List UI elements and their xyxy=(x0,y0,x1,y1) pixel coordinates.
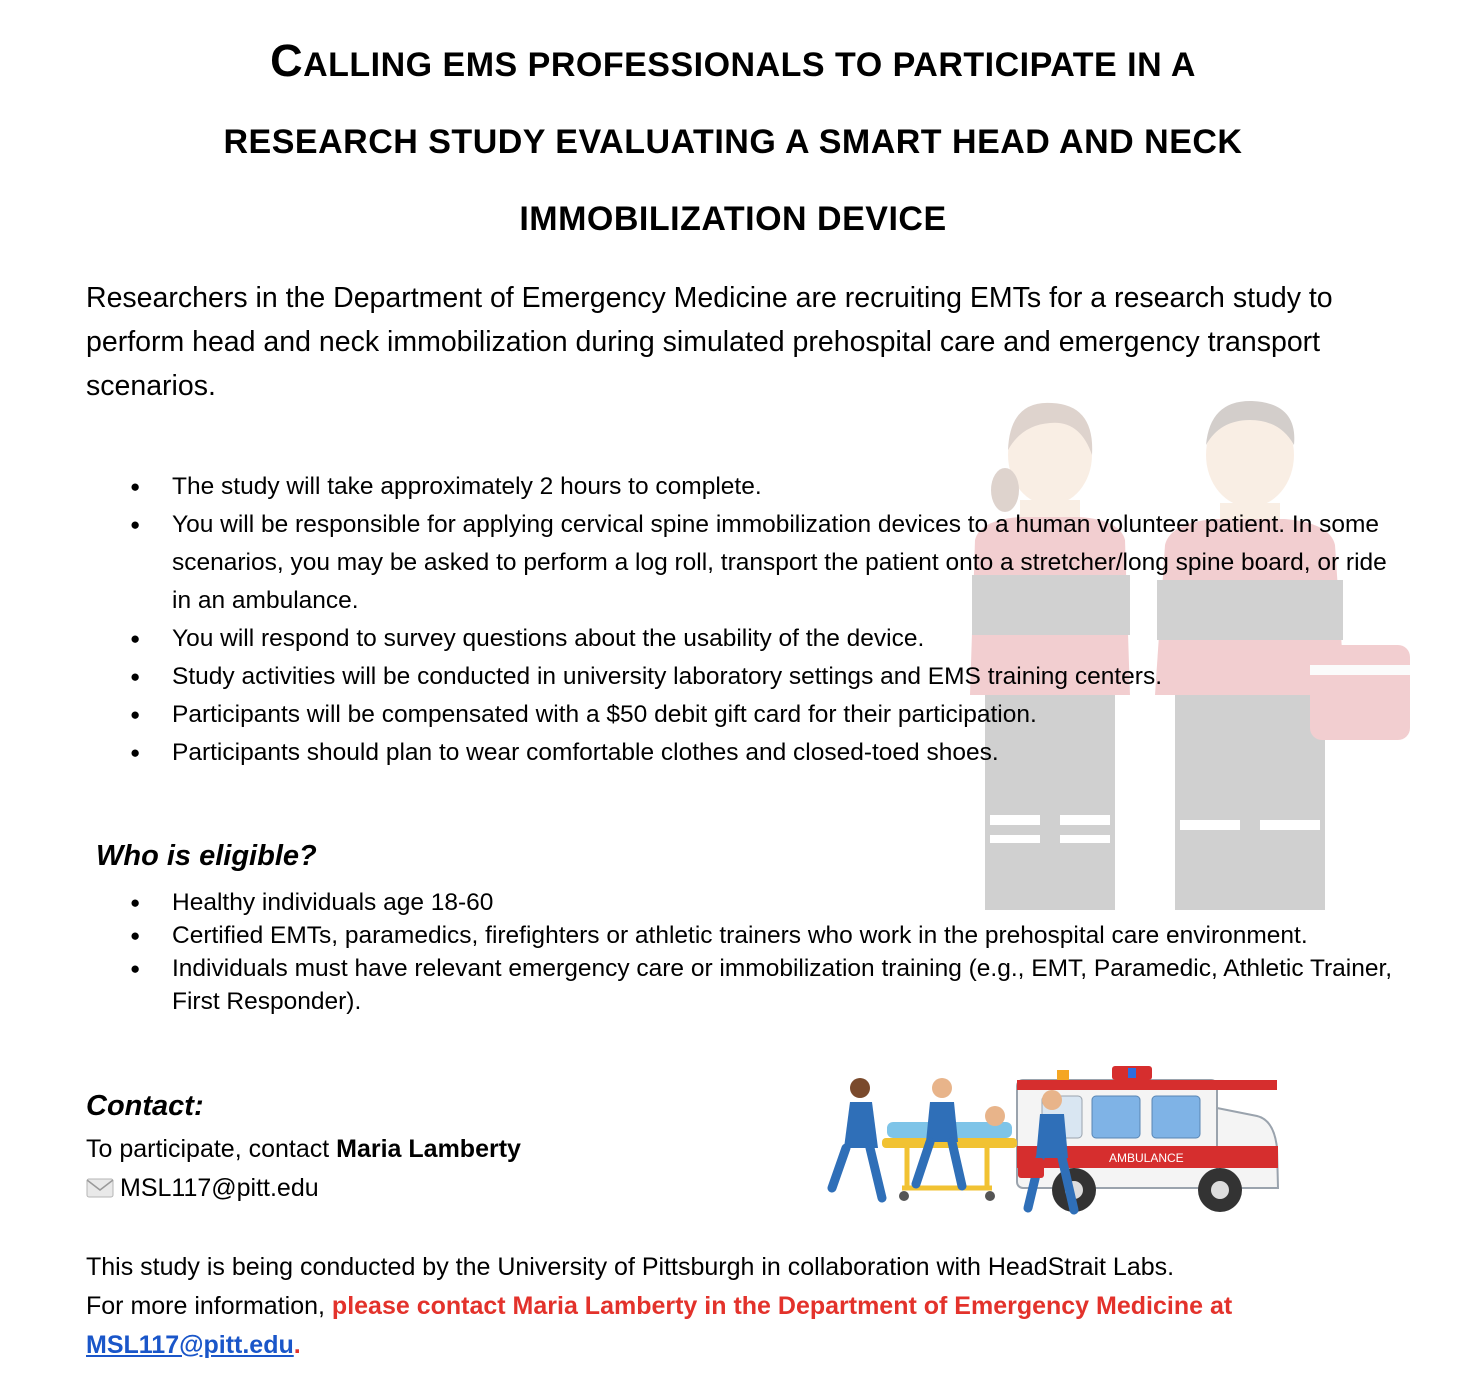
ambulance-label: AMBULANCE xyxy=(1109,1151,1184,1165)
list-item: ● Certified EMTs, paramedics, firefighters or athletic trainers who work in the prehospital care environment. xyxy=(130,919,1400,952)
list-item: ● Healthy individuals age 18-60 xyxy=(130,886,1400,919)
study-details-list xyxy=(130,468,1400,772)
envelope-icon xyxy=(86,1178,114,1198)
contact-heading: Contact: xyxy=(86,1090,204,1122)
page-title xyxy=(60,22,1406,258)
list-item: ● Individuals must have relevant emergency care or immobilization training (e.g., EMT, Paramedic, Athletic Trainer, First Responder). xyxy=(130,952,1400,1018)
footer-paragraph xyxy=(86,1248,1406,1365)
contact-person-line xyxy=(86,1135,521,1164)
list-item: ● You will respond to survey questions about the usability of the device. xyxy=(130,620,1400,658)
title-first-letter: C xyxy=(270,35,304,86)
contact-name: Maria Lamberty xyxy=(336,1135,521,1163)
footer-line1: This study is being conducted by the University of Pittsburgh in collaboration with HeadStrait Labs. xyxy=(86,1253,1175,1281)
list-item: ● Participants will be compensated with a $50 debit gift card for their participation. xyxy=(130,696,1400,734)
ambulance-illustration xyxy=(812,1058,1292,1226)
contact-email[interactable]: MSL117@pitt.edu xyxy=(120,1174,319,1202)
contact-prefix: To participate, contact xyxy=(86,1135,337,1163)
footer-period: . xyxy=(293,1331,301,1359)
intro-paragraph: Researchers in the Department of Emergency Medicine are recruiting EMTs for a research study to perform head and neck immobilization during simulated prehospital care and emergency transport scenarios. xyxy=(86,282,1333,402)
title-line1: ALLING EMS PROFESSIONALS TO PARTICIPATE IN A xyxy=(303,46,1196,84)
footer-prefix: For more information, xyxy=(86,1292,332,1320)
list-item: ● The study will take approximately 2 hours to complete. xyxy=(130,468,1400,506)
title-line3: IMMOBILIZATION DEVICE xyxy=(519,200,947,238)
eligibility-heading: Who is eligible? xyxy=(96,840,317,872)
title-line2: RESEARCH STUDY EVALUATING A SMART HEAD AND NECK xyxy=(223,123,1243,161)
list-item: ● You will be responsible for applying cervical spine immobilization devices to a human volunteer patient. In some scenarios, you may be asked to perform a log roll, transport the patient onto a stretcher/long spine board, or ride in an ambulance. xyxy=(130,506,1400,620)
list-item: ● Study activities will be conducted in university laboratory settings and EMS training centers. xyxy=(130,658,1400,696)
footer-email-link[interactable]: MSL117@pitt.edu xyxy=(86,1331,294,1359)
contact-email-line xyxy=(86,1174,319,1203)
eligibility-list xyxy=(130,886,1400,1018)
footer-red-text: please contact Maria Lamberty in the Department of Emergency Medicine at xyxy=(331,1292,1233,1320)
list-item: ● Participants should plan to wear comfortable clothes and closed-toed shoes. xyxy=(130,734,1400,772)
